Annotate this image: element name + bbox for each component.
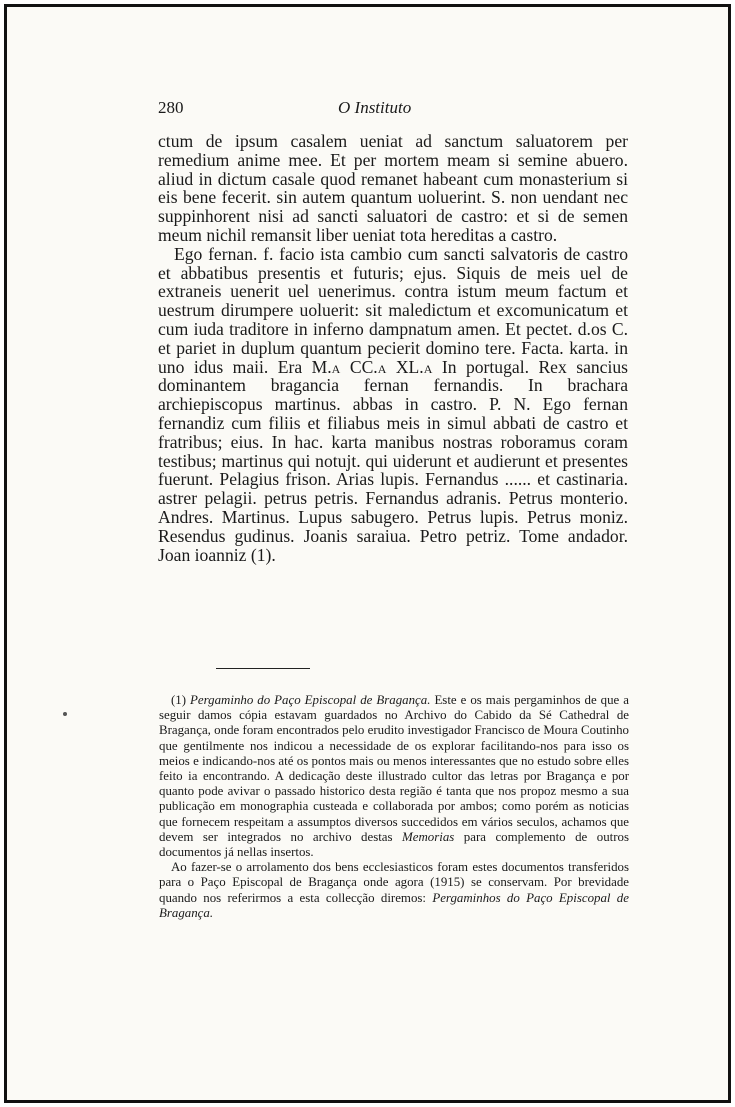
running-title: O Instituto [338, 98, 412, 117]
paragraph-2-text: Ego fernan. f. facio ista cambio cum sancti salvatoris de castro et abbatibus presentis et futuris; ejus. Siquis de meis uel de extraneis uenerit uel uenerimus. contra istum meum factum et uestrum dirumpere uoluerit: sit maledictum et excomunicatum et cum iuda traditore in inferno dampnatum amen. Et pectet. d.os C. et pariet in duplum quantum pecierit domino tere. Facta. karta. in uno idus maii. Era [158, 243, 628, 377]
paragraph-1: ctum de ipsum casalem ueniat ad sanctum saluatorem per remedium anime mee. Et per mortem meam si semine abuero. aliud in dictum casale quod remanet habeant cum monasterium si eis bene fecerit. sin autem quantum uoluerint. S. non uendant nec suppinhorent nisi ad sancti saluatori de castro: et si de semen meum nichil remansit liber ueniat tota hereditas a castro. [158, 131, 628, 245]
paragraph-2 [158, 245, 628, 565]
footnote-text-a: Este e os mais pergaminhos de que a seguir damos cópia estavam guardados no Archivo do Cabido da Sé Cathedral de Bragança, onde foram encontrados pelo erudito investigador Francisco de Moura Coutinho que gentilmente nos indicou a necessidade de os explorar facilitando-nos para isso os meios e indicando-nos até os pontos mais ou menos interessantes que no estudo sobre elles feito ia encontrando. A dedicação deste illustrado cultor das letras por Bragança e por quanto pode avivar o passado historico desta região é tanta que nos propoz mesmo a sua publicação em monographia custeada e collaborada por ambos; como porém as noticias que fornecem respeitam a assumptos diversos succedidos em vários seculos, achamos que devem ser integrados no archivo destas [159, 693, 629, 844]
footnote-source-title: Pergaminho do Paço Episcopal de Bragança. [190, 693, 431, 707]
footnote-p2-text: Ao fazer-se o arrolamento dos bens ecclesiasticos foram estes documentos transferidos para o Paço Episcopal de Bragança onde agora (1915) se conservam. Por brevidade quando nos referirmos a esta collecção diremos: [159, 860, 629, 905]
main-text [158, 132, 628, 564]
era-xl: XL.a [395, 356, 433, 377]
margin-speck [63, 712, 67, 716]
era-cc: CC.a [349, 356, 387, 377]
footnote-text-b: para complemento de outros documentos já nellas insertos. [159, 829, 629, 860]
footnote-paragraph-2 [159, 860, 629, 921]
footnote-p2-italic: Pergaminhos do Paço Episcopal de Bragança. [159, 890, 629, 920]
paragraph-2-rest: In portugal. Rex sancius dominantem bragancia fernan fernandis. In brachara archiepiscopus martinus. abbas in castro. P. N. Ego fernan fernandiz cum filiis et filiabus meis in simul abbati de castro et fratribus; eius. In hac. karta manibus nostras roboramus coram testibus; martinus qui notujt. qui uiderunt et audierunt et presentes fuerunt. Pelagius frison. Arias lupis. Fernandus ...... et castinaria. astrer pelagii. petrus petris. Fernandus adranis. Petrus monterio. Andres. Martinus. Lupus sabugero. Petrus lupis. Petrus moniz. Resendus gudinus. Joanis saraiua. Petro petriz. Tome andador. Joan ioanniz (1). [158, 356, 629, 565]
footnote-paragraph-1 [159, 693, 629, 860]
footnote-divider [216, 668, 310, 669]
footnote-memorias: Memorias [402, 829, 455, 844]
footnote [159, 693, 629, 921]
page-number: 280 [158, 98, 184, 117]
footnote-marker: (1) [171, 693, 187, 707]
era-m: M.a [311, 356, 341, 377]
